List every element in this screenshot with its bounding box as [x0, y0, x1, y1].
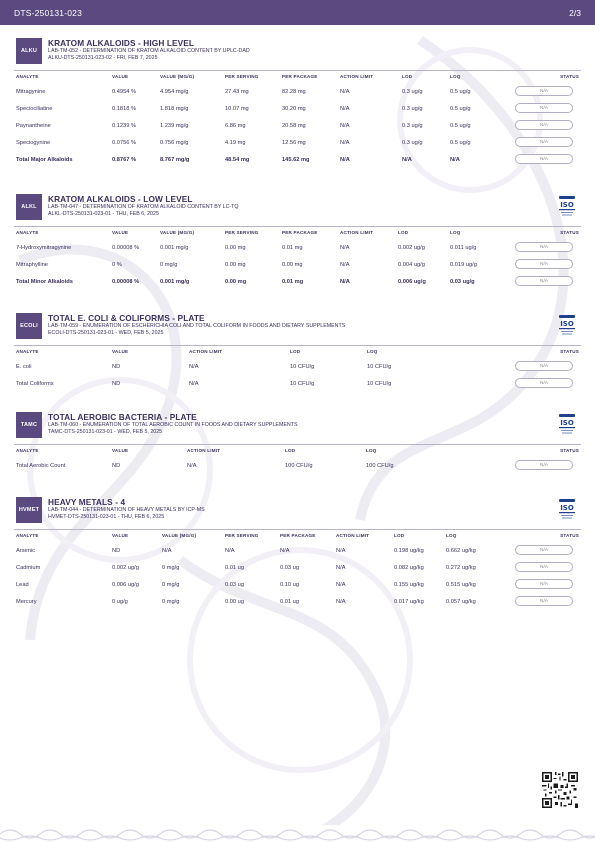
cell-per-package: 0.10 ug — [280, 582, 299, 588]
column-header: LOD — [285, 448, 296, 453]
footer-pattern — [0, 825, 595, 842]
section-alkl — [14, 194, 581, 290]
cell-loq: 0.5 ug/g — [450, 106, 471, 112]
iso-accreditation-logo — [556, 314, 578, 336]
iso-label: ISO — [560, 419, 574, 427]
table-total-row — [14, 273, 581, 290]
cell-lod: 10 CFU/g — [290, 364, 315, 370]
status-badge: N/A — [515, 361, 573, 371]
cell-value: 0 % — [112, 262, 122, 268]
column-header: ANALYTE — [16, 448, 39, 453]
cell-value-mg-g: 0.001 mg/g — [160, 245, 189, 251]
section-method: LAB-TM-059 - ENUMERATION OF ESCHERICHIA COLI AND TOTAL COLIFORM IN FOODS AND DIETARY SUPPLEMENTS — [48, 323, 346, 329]
cell-action-limit: N/A — [340, 140, 350, 146]
analyte-name: Speciociliatine — [16, 106, 53, 112]
column-header: ACTION LIMIT — [340, 230, 374, 235]
cell-value: ND — [112, 548, 121, 554]
cell-per-package: 0.01 mg — [282, 279, 304, 285]
table-header-row — [14, 531, 581, 542]
section-divider — [14, 444, 581, 445]
section-batch: ALKL-DTS-250131-023-01 - THU, FEB 6, 2025 — [48, 211, 159, 217]
iso-accreditation-logo — [556, 413, 578, 435]
cell-loq: 0.03 ug/g — [450, 279, 475, 285]
page-number: 2/3 — [569, 8, 581, 18]
column-header: STATUS — [560, 448, 579, 453]
table-header-row — [14, 228, 581, 239]
cell-per-package: 0.00 mg — [282, 262, 303, 268]
cell-action-limit: N/A — [340, 245, 350, 251]
cell-value: 0.002 ug/g — [112, 565, 139, 571]
analyte-name: Mitraphylline — [16, 262, 48, 268]
section-header — [14, 497, 581, 527]
cell-action-limit: N/A — [340, 262, 350, 268]
column-header: PER SERVING — [225, 533, 259, 538]
analyte-name: Total Minor Alkaloids — [16, 279, 73, 285]
column-header: VALUE (MG/G) — [160, 74, 195, 79]
section-header — [14, 412, 581, 442]
cell-loq: 0.011 ug/g — [450, 245, 477, 251]
cell-lod: 100 CFU/g — [285, 463, 313, 469]
status-badge: N/A — [515, 378, 573, 388]
column-header: PER SERVING — [225, 74, 259, 79]
column-header: ANALYTE — [16, 533, 39, 538]
cell-per-serving: 27.43 mg — [225, 89, 249, 95]
cell-lod: 0.198 ug/kg — [394, 548, 424, 554]
table-row — [14, 457, 581, 474]
column-header: STATUS — [560, 533, 579, 538]
status-badge: N/A — [515, 137, 573, 147]
analyte-name: E. coli — [16, 364, 32, 370]
section-batch: TAMC-DTS-250131-023-01 - WED, FEB 5, 2025 — [48, 429, 163, 435]
column-header: LOD — [394, 533, 405, 538]
top-bar — [0, 0, 595, 25]
analyte-name: Paynantheine — [16, 123, 51, 129]
column-header: LOQ — [450, 74, 461, 79]
iso-label: ISO — [560, 320, 574, 328]
iso-label: ISO — [560, 201, 574, 209]
cell-per-serving: 10.07 mg — [225, 106, 249, 112]
cell-loq: 10 CFU/g — [367, 364, 392, 370]
analyte-name: Cadmium — [16, 565, 41, 571]
section-batch: HVMET-DTS-250131-023-01 - THU, FEB 6, 2025 — [48, 514, 165, 520]
cell-per-package: 20.58 mg — [282, 123, 306, 129]
cell-per-serving: 0.00 mg — [225, 279, 247, 285]
section-method: LAB-TM-047 - DETERMINATION OF KRATOM ALKALOID CONTENT BY LC-TQ — [48, 204, 239, 210]
cell-value: 0.4954 % — [112, 89, 137, 95]
cell-value-mg-g: 0.001 mg/g — [160, 279, 190, 285]
section-tamc — [14, 412, 581, 474]
analyte-name: Arsenic — [16, 548, 35, 554]
cell-action-limit: N/A — [340, 279, 350, 285]
cell-value: ND — [112, 364, 121, 370]
cell-value-mg-g: 0 mg/g — [160, 262, 178, 268]
cell-action-limit: N/A — [189, 381, 199, 387]
cell-value: 0.1818 % — [112, 106, 137, 112]
column-header: PER PACKAGE — [280, 533, 316, 538]
column-header: PER SERVING — [225, 230, 259, 235]
cell-action-limit: N/A — [336, 582, 346, 588]
section-divider — [14, 70, 581, 71]
cell-value: 0.1239 % — [112, 123, 137, 129]
table-row — [14, 358, 581, 375]
status-badge: N/A — [515, 154, 573, 164]
cell-per-serving: 0.00 mg — [225, 262, 246, 268]
column-header: VALUE (MG/G) — [162, 533, 197, 538]
section-batch: ECOLI-DTS-250131-023-01 - WED, FEB 5, 2025 — [48, 330, 164, 336]
cell-lod: 0.3 ug/g — [402, 140, 423, 146]
cell-per-serving: N/A — [225, 548, 235, 554]
table-row — [14, 239, 581, 256]
section-hvmet — [14, 497, 581, 610]
cell-lod: 0.082 ug/kg — [394, 565, 424, 571]
cell-value-mg-g: 0 mg/g — [162, 565, 180, 571]
cell-per-serving: 0.03 ug — [225, 582, 244, 588]
cell-value: 0.006 ug/g — [112, 582, 139, 588]
cell-per-package: 30.20 mg — [282, 106, 306, 112]
status-badge: N/A — [515, 103, 573, 113]
cell-value: 0.00008 % — [112, 279, 140, 285]
cell-value-mg-g: 0 mg/g — [162, 599, 180, 605]
section-badge: HVMET — [16, 497, 42, 523]
column-header: ACTION LIMIT — [189, 349, 223, 354]
column-header: LOQ — [450, 230, 461, 235]
column-header: VALUE — [112, 230, 129, 235]
column-header: LOD — [290, 349, 301, 354]
column-header: VALUE — [112, 448, 129, 453]
table-header-row — [14, 347, 581, 358]
status-badge: N/A — [515, 579, 573, 589]
section-method: LAB-TM-044 - DETERMINATION OF HEAVY METALS BY ICP-MS — [48, 507, 205, 513]
cell-loq: 0.515 ug/kg — [446, 582, 476, 588]
cell-per-package: 12.56 mg — [282, 140, 306, 146]
cell-value-mg-g: 0 mg/g — [162, 582, 180, 588]
table-row — [14, 593, 581, 610]
cell-lod: 0.002 ug/g — [398, 245, 425, 251]
column-header: VALUE — [112, 74, 129, 79]
cell-per-serving: 0.01 ug — [225, 565, 244, 571]
cell-action-limit: N/A — [336, 599, 346, 605]
cell-loq: 0.272 ug/kg — [446, 565, 476, 571]
cell-action-limit: N/A — [189, 364, 199, 370]
qr-code[interactable] — [542, 772, 578, 808]
cell-action-limit: N/A — [340, 123, 350, 129]
cell-loq: 10 CFU/g — [367, 381, 392, 387]
column-header: STATUS — [560, 230, 579, 235]
section-badge: ALKL — [16, 194, 42, 220]
analyte-name: Lead — [16, 582, 29, 588]
status-badge: N/A — [515, 460, 573, 470]
section-title: HEAVY METALS - 4 — [48, 497, 126, 507]
cell-loq: 0.5 ug/g — [450, 89, 471, 95]
table-row — [14, 117, 581, 134]
section-batch: ALKU-DTS-250131-023-02 - FRI, FEB 7, 2025 — [48, 55, 158, 61]
cell-value: 0.8767 % — [112, 157, 137, 163]
cell-action-limit: N/A — [187, 463, 197, 469]
cell-value: ND — [112, 463, 121, 469]
column-header: ANALYTE — [16, 74, 39, 79]
section-divider — [14, 345, 581, 346]
cell-lod: N/A — [402, 157, 412, 163]
column-header: STATUS — [560, 74, 579, 79]
cell-loq: 0.662 ug/kg — [446, 548, 476, 554]
table-row — [14, 256, 581, 273]
cell-loq: 0.5 ug/g — [450, 140, 471, 146]
status-badge: N/A — [515, 545, 573, 555]
section-ecoli — [14, 313, 581, 392]
cell-value: 0.00008 % — [112, 245, 140, 251]
cell-per-serving: 48.54 mg — [225, 157, 250, 163]
column-header: VALUE — [112, 533, 129, 538]
table-total-row — [14, 151, 581, 168]
table-header-row — [14, 446, 581, 457]
section-divider — [14, 226, 581, 227]
iso-accreditation-logo — [556, 498, 578, 520]
cell-action-limit: N/A — [340, 157, 350, 163]
column-header: VALUE — [112, 349, 129, 354]
table-row — [14, 542, 581, 559]
cell-lod: 0.155 ug/kg — [394, 582, 424, 588]
table-row — [14, 559, 581, 576]
cell-lod: 0.3 ug/g — [402, 123, 423, 129]
cell-loq: N/A — [450, 157, 460, 163]
cell-loq: 0.5 ug/g — [450, 123, 471, 129]
cell-lod: 0.3 ug/g — [402, 89, 423, 95]
cell-per-package: 0.01 ug — [280, 599, 299, 605]
section-header — [14, 38, 581, 68]
cell-per-serving: 0.00 ug — [225, 599, 244, 605]
cell-per-package: 0.01 mg — [282, 245, 303, 251]
column-header: ACTION LIMIT — [336, 533, 370, 538]
table-header-row — [14, 72, 581, 83]
cell-value: 0.0756 % — [112, 140, 137, 146]
cell-lod: 0.004 ug/g — [398, 262, 425, 268]
cell-per-serving: 0.00 mg — [225, 245, 246, 251]
cell-loq: 0.019 ug/g — [450, 262, 477, 268]
column-header: PER PACKAGE — [282, 74, 318, 79]
cell-value-mg-g: 1.239 mg/g — [160, 123, 189, 129]
table-row — [14, 83, 581, 100]
status-badge: N/A — [515, 259, 573, 269]
analyte-name: Total Aerobic Count — [16, 463, 66, 469]
column-header: LOD — [402, 74, 413, 79]
cell-action-limit: N/A — [340, 106, 350, 112]
cell-lod: 0.006 ug/g — [398, 279, 426, 285]
table-row — [14, 100, 581, 117]
cell-value-mg-g: 4.954 mg/g — [160, 89, 189, 95]
section-method: LAB-TM-060 - ENUMERATION OF TOTAL AEROBIC COUNT IN FOODS AND DIETARY SUPPLEMENTS — [48, 422, 298, 428]
column-header: STATUS — [560, 349, 579, 354]
table-row — [14, 375, 581, 392]
cell-per-package: 0.03 ug — [280, 565, 299, 571]
column-header: VALUE (MG/G) — [160, 230, 195, 235]
section-title: TOTAL AEROBIC BACTERIA - PLATE — [48, 412, 197, 422]
iso-accreditation-logo — [556, 195, 578, 217]
cell-value: ND — [112, 381, 121, 387]
document-id: DTS-250131-023 — [14, 8, 83, 18]
cell-action-limit: N/A — [340, 89, 350, 95]
column-header: LOD — [398, 230, 409, 235]
analyte-name: Total Coliforms — [16, 381, 54, 387]
section-badge: ECOLI — [16, 313, 42, 339]
cell-per-package: 145.62 mg — [282, 157, 310, 163]
column-header: LOQ — [366, 448, 377, 453]
cell-value-mg-g: 0.756 mg/g — [160, 140, 189, 146]
cell-per-package: N/A — [280, 548, 290, 554]
analyte-name: Speciogynine — [16, 140, 51, 146]
status-badge: N/A — [515, 276, 573, 286]
cell-value-mg-g: 8.767 mg/g — [160, 157, 190, 163]
status-badge: N/A — [515, 86, 573, 96]
analyte-name: Mitragynine — [16, 89, 46, 95]
status-badge: N/A — [515, 562, 573, 572]
cell-lod: 0.017 ug/kg — [394, 599, 424, 605]
iso-label: ISO — [560, 504, 574, 512]
column-header: LOQ — [367, 349, 378, 354]
cell-lod: 0.3 ug/g — [402, 106, 423, 112]
section-alku — [14, 38, 581, 168]
column-header: PER PACKAGE — [282, 230, 318, 235]
status-badge: N/A — [515, 596, 573, 606]
status-badge: N/A — [515, 242, 573, 252]
section-method: LAB-TM-052 - DETERMINATION OF KRATOM ALKALOID CONTENT BY UPLC-DAD — [48, 48, 250, 54]
section-header — [14, 313, 581, 343]
column-header: ANALYTE — [16, 349, 39, 354]
section-title: KRATOM ALKALOIDS - HIGH LEVEL — [48, 38, 195, 48]
cell-lod: 10 CFU/g — [290, 381, 315, 387]
cell-per-serving: 4.19 mg — [225, 140, 246, 146]
cell-action-limit: N/A — [336, 548, 346, 554]
table-row — [14, 576, 581, 593]
cell-loq: 100 CFU/g — [366, 463, 394, 469]
section-title: KRATOM ALKALOIDS - LOW LEVEL — [48, 194, 193, 204]
section-header — [14, 194, 581, 224]
cell-value-mg-g: 1.818 mg/g — [160, 106, 189, 112]
section-badge: ALKU — [16, 38, 42, 64]
analyte-name: Total Major Alkaloids — [16, 157, 73, 163]
section-title: TOTAL E. COLI & COLIFORMS - PLATE — [48, 313, 205, 323]
table-row — [14, 134, 581, 151]
column-header: LOQ — [446, 533, 457, 538]
section-badge: TAMC — [16, 412, 42, 438]
column-header: ANALYTE — [16, 230, 39, 235]
section-divider — [14, 529, 581, 530]
analyte-name: 7-Hydroxymitragynine — [16, 245, 72, 251]
cell-action-limit: N/A — [336, 565, 346, 571]
cell-loq: 0.057 ug/kg — [446, 599, 476, 605]
column-header: ACTION LIMIT — [340, 74, 374, 79]
analyte-name: Mercury — [16, 599, 37, 605]
cell-value-mg-g: N/A — [162, 548, 172, 554]
column-header: ACTION LIMIT — [187, 448, 221, 453]
status-badge: N/A — [515, 120, 573, 130]
cell-per-serving: 6.86 mg — [225, 123, 246, 129]
cell-per-package: 82.28 mg — [282, 89, 306, 95]
cell-value: 0 ug/g — [112, 599, 128, 605]
